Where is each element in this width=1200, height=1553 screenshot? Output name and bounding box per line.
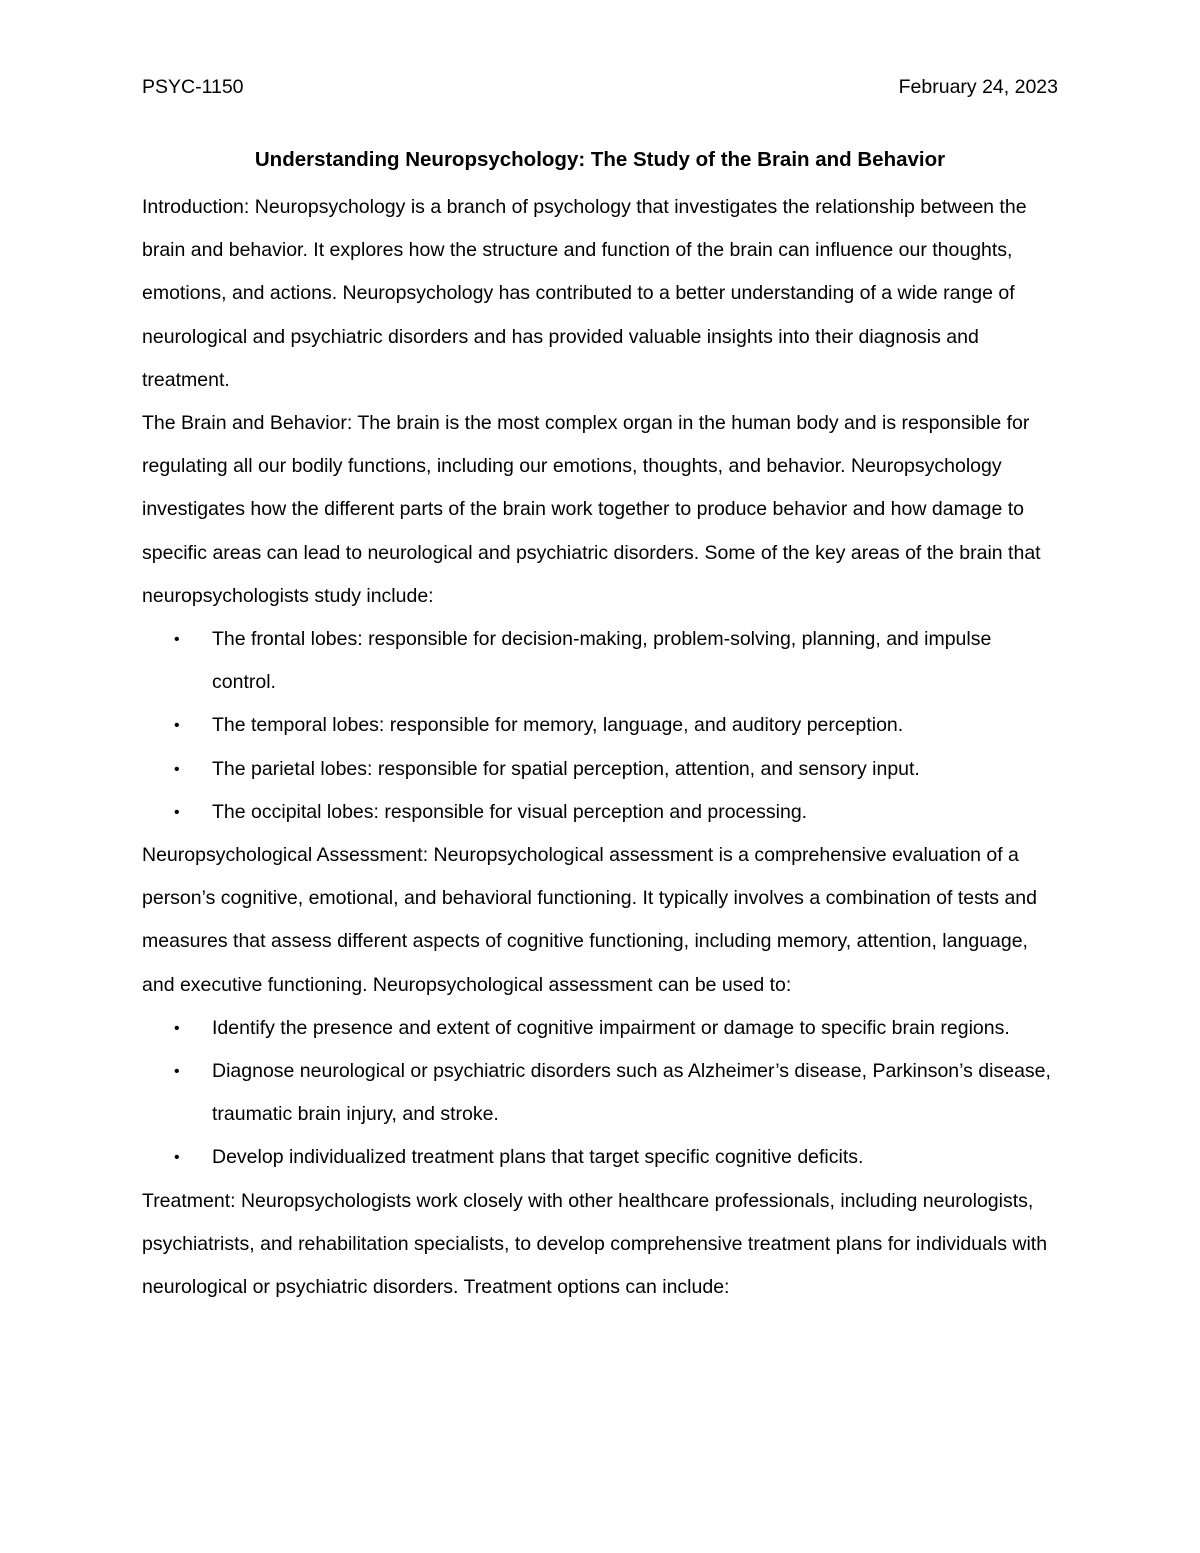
treatment-paragraph: Treatment: Neuropsychologists work closely with other healthcare professionals, including neurologists, psychiatrists, and rehabilitation specialists, to develop comprehensive treatment plans for individuals with neurological or psychiatric disorders. Treatment options can include: (142, 1189, 1048, 1299)
list-item (142, 1050, 1060, 1136)
list-item (142, 704, 1060, 747)
assessment-uses-list (142, 1007, 1060, 1180)
list-item-text: Diagnose neurological or psychiatric disorders such as Alzheimer’s disease, Parkinson’s disease, traumatic brain injury, and stroke. (212, 1060, 1051, 1126)
assessment-paragraph: Neuropsychological Assessment: Neuropsychological assessment is a comprehensive evaluation of a person’s cognitive, emotional, and behavioral functioning. It typically involves a combination of tests and measures that assess different aspects of cognitive functioning, including memory, attention, language, and executive functioning. Neuropsychological assessment can be used to: (142, 844, 1037, 996)
bullet-icon: • (174, 803, 180, 821)
list-item (142, 748, 1060, 791)
bullet-icon: • (174, 1063, 180, 1081)
bullet-icon: • (174, 717, 180, 735)
list-item-text: Identify the presence and extent of cognitive impairment or damage to specific brain regions. (212, 1016, 1010, 1039)
list-item (142, 1007, 1060, 1050)
list-item-text: Develop individualized treatment plans that target specific cognitive deficits. (212, 1146, 864, 1169)
document-body (142, 186, 1060, 1309)
list-item-text: The temporal lobes: responsible for memory, language, and auditory perception. (212, 714, 904, 737)
bullet-icon: • (174, 631, 180, 649)
page-header (142, 72, 1058, 102)
list-item (142, 618, 1060, 704)
list-item (142, 791, 1060, 834)
brain-areas-list (142, 618, 1060, 834)
document-title: Understanding Neuropsychology: The Study of the Brain and Behavior (254, 148, 946, 171)
list-item-text: The parietal lobes: responsible for spatial perception, attention, and sensory input. (212, 757, 920, 780)
bullet-icon: • (174, 1149, 180, 1167)
list-item (142, 1136, 1060, 1179)
header-date: February 24, 2023 (898, 76, 1058, 98)
list-item-text: The frontal lobes: responsible for decision-making, problem-solving, planning, and impulse control. (212, 628, 992, 694)
bullet-icon: • (174, 1019, 180, 1037)
course-code: PSYC-1150 (142, 76, 244, 98)
bullet-icon: • (174, 760, 180, 778)
intro-paragraph: Introduction: Neuropsychology is a branch of psychology that investigates the relationship between the brain and behavior. It explores how the structure and function of the brain can influence our thoughts, emotions, and actions. Neuropsychology has contributed to a better understanding of a wide range of neurological and psychiatric disorders and has provided valuable insights into their diagnosis and treatment. (142, 196, 1027, 391)
brain-behavior-paragraph: The Brain and Behavior: The brain is the most complex organ in the human body and is responsible for regulating all our bodily functions, including our emotions, thoughts, and behavior. Neuropsychology investigates how the different parts of the brain work together to produce behavior and how damage to specific areas can lead to neurological and psychiatric disorders. Some of the key areas of the brain that neuropsychologists study include: (142, 412, 1041, 607)
list-item-text: The occipital lobes: responsible for visual perception and processing. (212, 800, 808, 823)
